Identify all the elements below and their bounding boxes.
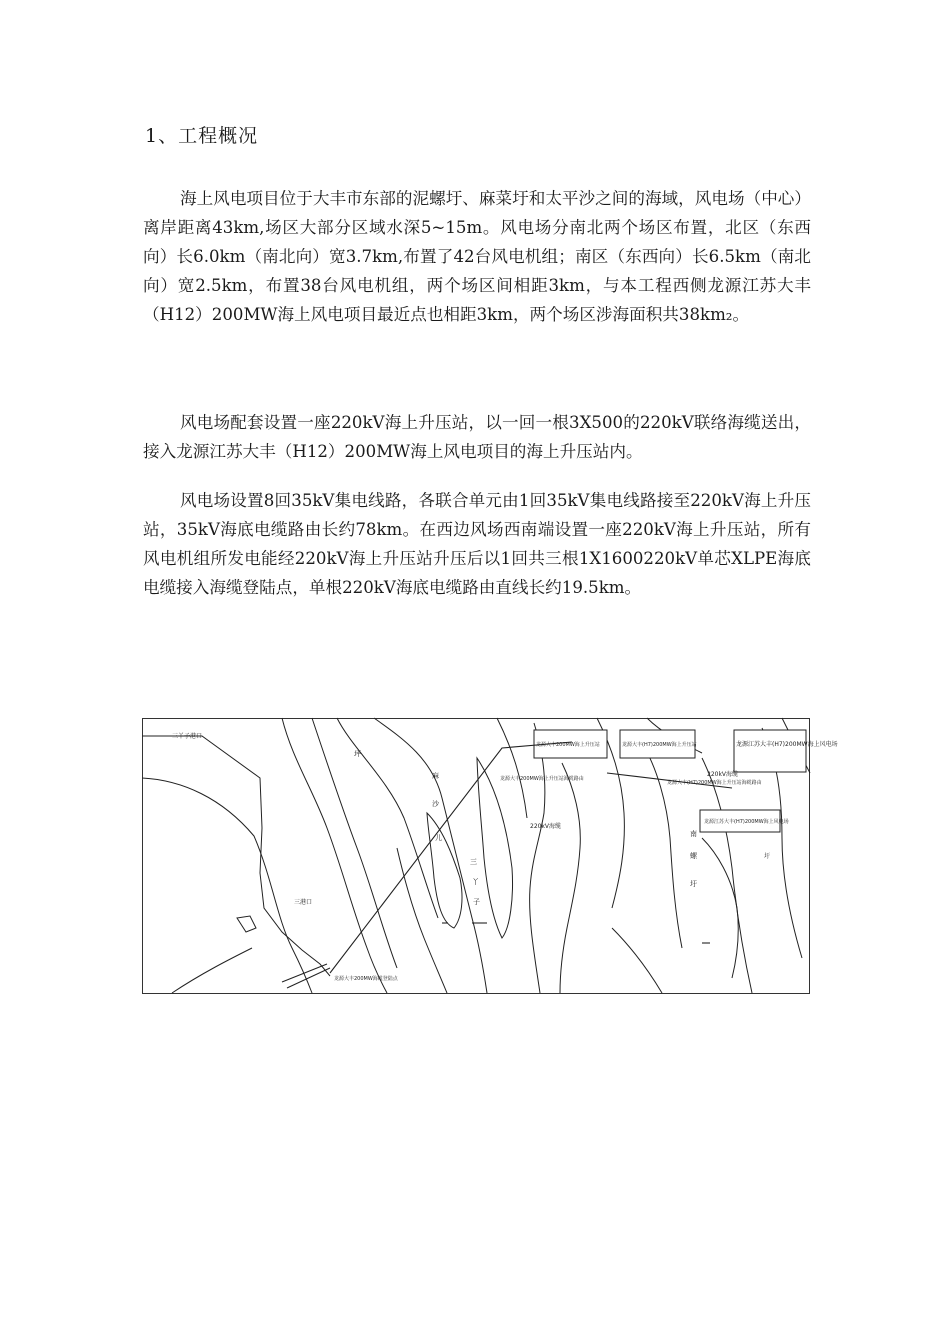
- label-sand-10: 圩: [690, 880, 697, 888]
- label-port-w: 三港口: [294, 899, 313, 906]
- label-sand-5: 三: [470, 858, 477, 866]
- map-drawing: [142, 718, 838, 994]
- site-layout-map: [142, 718, 838, 994]
- wind-farm-box-3: [734, 730, 806, 772]
- label-sand-6: 丫: [472, 878, 479, 886]
- label-route-mid: 龙源大丰200MW海上升压站海缆路由: [500, 776, 584, 782]
- label-cable-ne: 220kV海缆: [707, 771, 739, 778]
- label-box1: 龙源大丰200MW海上升压站: [536, 742, 600, 748]
- label-sand-7: 子: [473, 898, 480, 906]
- label-sand-1: 坪: [354, 750, 361, 758]
- label-sand-11: 圩: [764, 853, 771, 860]
- paragraph-substation: 风电场配套设置一座220kV海上升压站，以一回一根3X500的220kV联络海缆送出，接入龙源江苏大丰（H12）200MW海上风电项目的海上升压站内。: [143, 413, 811, 461]
- label-port-nw: 三丫子港口: [172, 733, 203, 740]
- paragraph-collection-lines: 风电场设置8回35kV集电线路，各联合单元由1回35kV集电线路接至220kV海上升压站，35kV海底电缆路由长约78km。在西边风场西南端设置一座220kV海上升压站，所有风电机组所发电能经220kV海上升压站升压后以1回共三根1X1600220kV单芯XLPE海底电缆接入海缆登陆点，单根220kV海底电缆路由直线长约19.5km。: [143, 491, 811, 597]
- label-box3: 龙源江苏大丰(H7)200MW海上风电场: [736, 741, 838, 748]
- label-landing: 龙源大丰200MW海缆登陆点: [334, 976, 398, 982]
- label-box4: 龙源江苏大丰(H7)200MW海上风电场: [704, 819, 789, 825]
- section-heading: 1、工程概况: [145, 125, 259, 147]
- label-box2: 龙源大丰(H7)200MW海上升压站: [622, 742, 697, 748]
- label-sand-4: 儿: [435, 834, 442, 842]
- label-sand-2: 麻: [432, 772, 439, 780]
- label-sand-9: 螺: [690, 852, 697, 860]
- paragraph-project-location: 海上风电项目位于大丰市东部的泥螺圩、麻菜圩和太平沙之间的海域，风电场（中心）离岸距离43km,场区大部分区域水深5~15m。风电场分南北两个场区布置，北区（东西向）长6.0km（南北向）宽3.7km,布置了42台风电机组；南区（东西向）长6.5km（南北向）宽2.5km，布置38台风电机组，两个场区间相距3km，与本工程西侧龙源江苏大丰（H12）200MW海上风电项目最近点也相距3km，两个场区涉海面积共38km₂。: [143, 189, 811, 324]
- label-sand-3: 沙: [432, 800, 439, 808]
- label-route-ne: 龙源大丰(H7)200MW海上升压站海缆路由: [667, 780, 762, 786]
- label-cable-mid: 220kV海缆: [530, 823, 562, 830]
- label-sand-8: 南: [690, 830, 697, 838]
